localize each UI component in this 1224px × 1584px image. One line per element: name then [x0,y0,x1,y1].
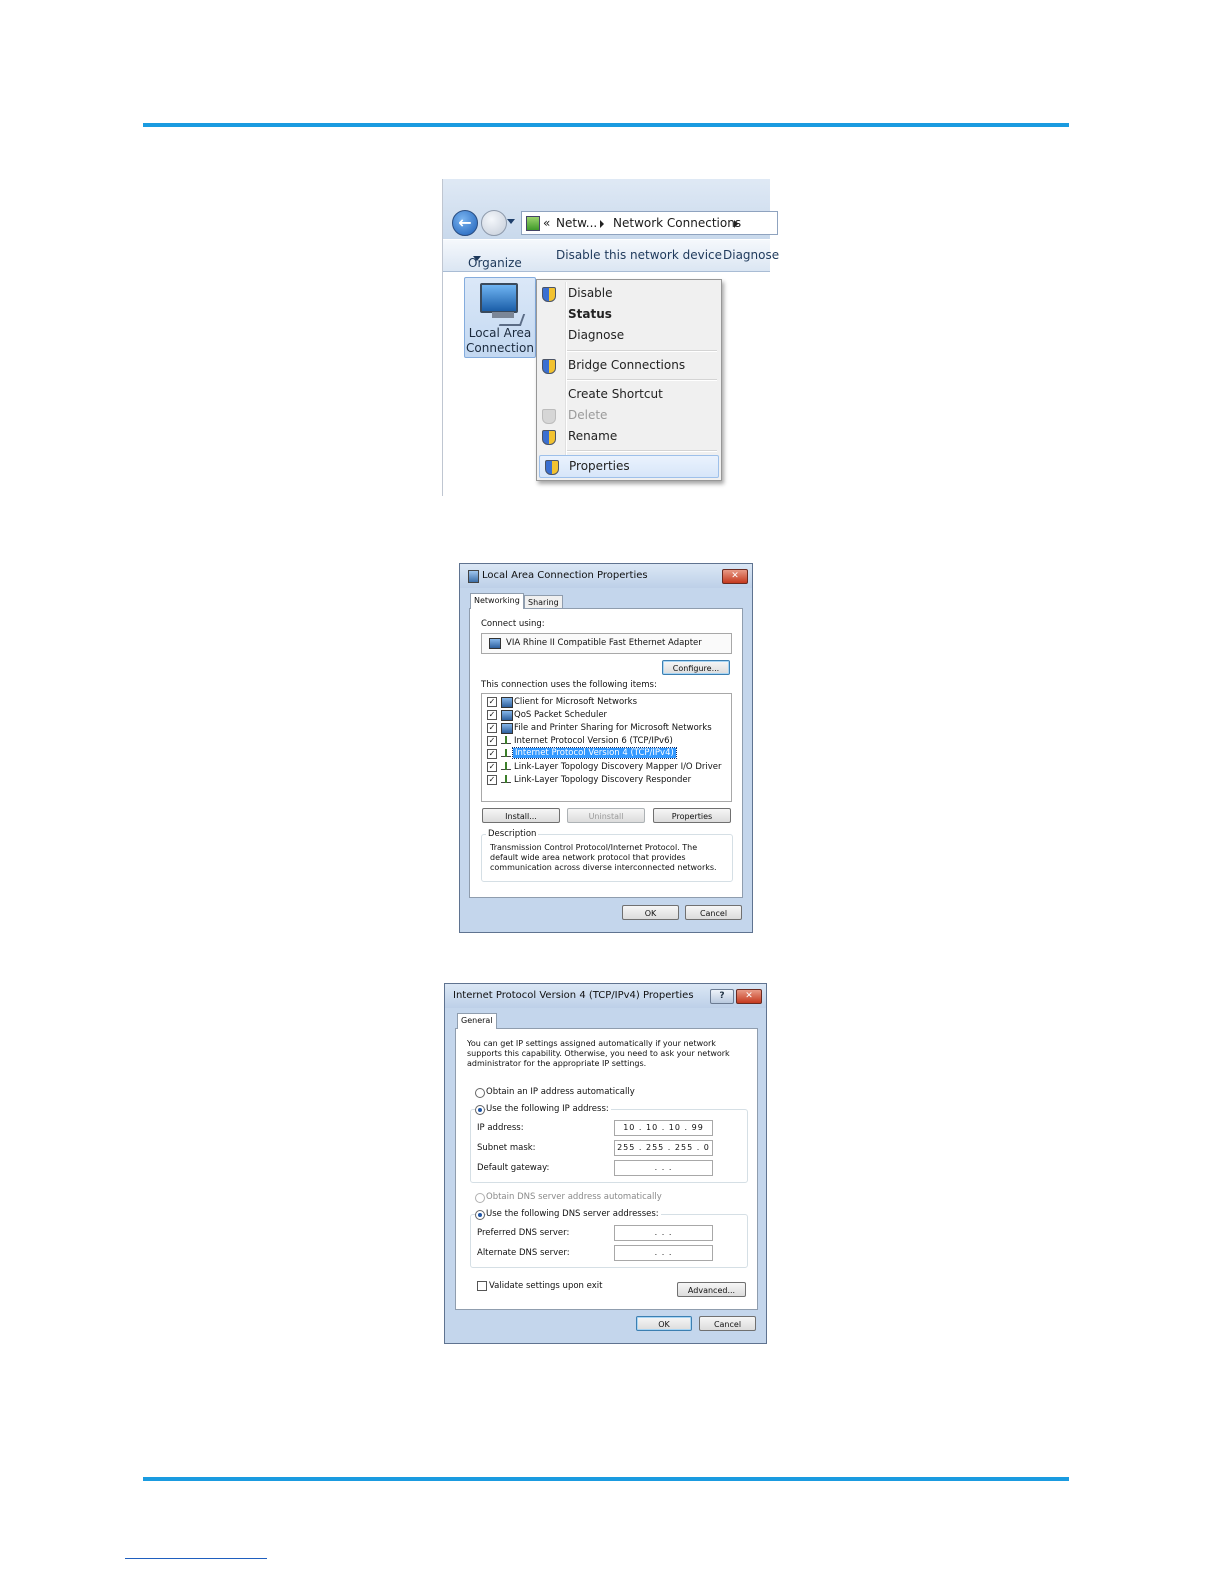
help-button[interactable]: ? [710,989,734,1004]
default-gateway-label: Default gateway: [477,1163,550,1173]
menu-separator [567,450,717,452]
title-bar [445,984,766,1008]
menu-item-status[interactable] [537,304,721,324]
menu-separator [567,350,717,352]
cancel-button[interactable]: Cancel [685,905,742,920]
item-label: QoS Packet Scheduler [514,710,608,720]
menu-item-disable[interactable] [537,283,721,303]
configure-button[interactable]: Configure... [662,660,730,675]
menu-item-rename[interactable] [537,426,721,446]
breadcrumb-overflow[interactable]: « [543,216,551,230]
diagnose-button[interactable]: Diagnose [723,248,780,262]
forward-arrow-icon[interactable] [481,210,507,236]
protocol-icon [501,751,511,757]
local-area-connection-item[interactable] [464,277,536,358]
uac-shield-icon [542,359,556,374]
preferred-dns-label: Preferred DNS server: [477,1228,570,1238]
footer-rule [143,1477,1069,1481]
protocol-icon [501,777,511,783]
dropdown-arrow-icon [473,256,481,261]
networking-tab-panel [469,608,743,898]
organize-label: Organize [468,256,522,270]
ip-address-label: IP address: [477,1123,524,1133]
obtain-dns-label: Obtain DNS server address automatically [486,1192,662,1202]
menu-item-label: Diagnose [568,328,625,342]
items-list[interactable] [481,693,732,802]
obtain-ip-radio[interactable] [475,1088,485,1098]
dialog-title: Local Area Connection Properties [482,570,648,581]
network-folder-icon [526,216,540,231]
network-adapter-icon [489,638,501,649]
service-icon [501,723,513,734]
general-tab-panel [455,1028,758,1310]
menu-item-properties[interactable] [539,455,719,478]
use-ip-radio[interactable] [475,1105,485,1115]
close-icon[interactable]: ✕ [722,569,748,584]
tab-sharing[interactable]: Sharing [524,595,563,610]
menu-item-label: Rename [568,429,618,443]
breadcrumb-network[interactable]: Netw... [556,216,598,230]
tab-networking[interactable]: Networking [470,593,524,609]
context-menu [536,279,722,481]
description-text: Transmission Control Protocol/Internet Protocol. The default wide area network protocol that provides communication across diverse interconnected networks. [490,843,717,872]
ipv4-properties-dialog [444,983,767,1344]
menu-item-label: Create Shortcut [568,387,663,401]
address-bar-area [443,179,770,239]
command-bar [443,239,780,272]
validate-label: Validate settings upon exit [489,1281,603,1291]
uninstall-button: Uninstall [567,808,645,823]
ip-address-input[interactable]: 10 . 10 . 10 . 99 [614,1120,713,1136]
connection-label: Local Area Connection [466,326,534,355]
properties-button[interactable]: Properties [653,808,731,823]
use-ip-label: Use the following IP address: [486,1104,609,1114]
alternate-dns-label: Alternate DNS server: [477,1248,570,1258]
item-checkbox[interactable]: ✓ [488,749,496,758]
network-computer-icon [480,283,518,313]
preferred-dns-input[interactable]: . . . [614,1225,713,1241]
header-rule [143,123,1069,127]
connect-using-label: Connect using: [481,619,545,629]
subnet-mask-label: Subnet mask: [477,1143,536,1153]
obtain-dns-radio [475,1193,485,1203]
menu-item-label: Bridge Connections [568,358,686,372]
disable-device-button[interactable]: Disable this network device [556,248,723,262]
adapter-name: VIA Rhine II Compatible Fast Ethernet Adapter [506,638,702,648]
menu-item-bridge-connections[interactable] [537,355,721,375]
item-checkbox[interactable]: ✓ [488,710,496,719]
item-label: Internet Protocol Version 4 (TCP/IPv4) [515,748,674,758]
subnet-mask-input[interactable]: 255 . 255 . 255 . 0 [614,1140,713,1156]
menu-item-label: Properties [569,459,630,473]
protocol-icon [501,764,511,770]
cable-icon [499,314,525,326]
item-label: Link-Layer Topology Discovery Responder [514,775,692,785]
intro-text: You can get IP settings assigned automatically if your network supports this capability. Otherwise, you need to ask your network administrator for the appropriate IP settings. [467,1039,730,1068]
validate-checkbox[interactable] [477,1281,487,1291]
network-adapter-icon [468,570,479,583]
title-bar [460,564,752,588]
breadcrumb-network-connections[interactable]: Network Connections [613,216,742,230]
dialog-title: Internet Protocol Version 4 (TCP/IPv4) Properties [453,990,694,1001]
description-label: Description [488,829,537,839]
network-connections-window [442,179,780,496]
service-icon [501,710,513,721]
breadcrumb-arrow-icon[interactable] [600,220,604,228]
footnote-rule [125,1558,267,1559]
item-checkbox[interactable]: ✓ [488,736,496,745]
uac-shield-icon [542,409,556,424]
advanced-button[interactable]: Advanced... [677,1282,746,1297]
item-label: File and Printer Sharing for Microsoft Networks [514,723,712,733]
menu-item-diagnose[interactable] [537,325,721,345]
breadcrumb-arrow-icon[interactable] [734,220,738,228]
tab-general[interactable]: General [457,1013,497,1029]
install-button[interactable]: Install... [482,808,560,823]
back-arrow-icon[interactable]: ← [452,210,478,236]
alternate-dns-input[interactable]: . . . [614,1245,713,1261]
protocol-icon [501,738,511,744]
menu-separator [567,379,717,381]
menu-item-label: Delete [568,408,608,422]
items-label: This connection uses the following items: [481,680,657,690]
ok-button[interactable]: OK [622,905,679,920]
local-area-connection-properties-dialog [459,563,753,933]
client-icon [501,697,513,708]
item-checkbox[interactable]: ✓ [488,762,496,771]
cancel-button[interactable]: Cancel [699,1316,756,1331]
item-label: Client for Microsoft Networks [514,697,638,707]
menu-item-label: Status [568,307,612,321]
item-label: Link-Layer Topology Discovery Mapper I/O Driver [514,762,722,772]
adapter-field [481,633,732,654]
menu-item-create-shortcut[interactable] [537,384,721,404]
uac-shield-icon [542,287,556,302]
obtain-ip-label: Obtain an IP address automatically [486,1087,635,1097]
menu-item-label: Disable [568,286,613,300]
use-dns-radio[interactable] [475,1210,485,1220]
ok-button[interactable]: OK [636,1316,692,1331]
uac-shield-icon [545,460,559,475]
item-checkbox[interactable]: ✓ [488,697,496,706]
default-gateway-input[interactable]: . . . [614,1160,713,1176]
uac-shield-icon [542,430,556,445]
item-checkbox[interactable]: ✓ [488,723,496,732]
menu-item-delete [537,405,721,425]
recent-pages-dropdown-icon[interactable] [507,219,515,224]
close-icon[interactable]: ✕ [736,989,762,1004]
item-label: Internet Protocol Version 6 (TCP/IPv6) [514,736,673,746]
item-checkbox[interactable]: ✓ [488,775,496,784]
address-bar[interactable] [521,211,778,235]
use-dns-label: Use the following DNS server addresses: [486,1209,659,1219]
